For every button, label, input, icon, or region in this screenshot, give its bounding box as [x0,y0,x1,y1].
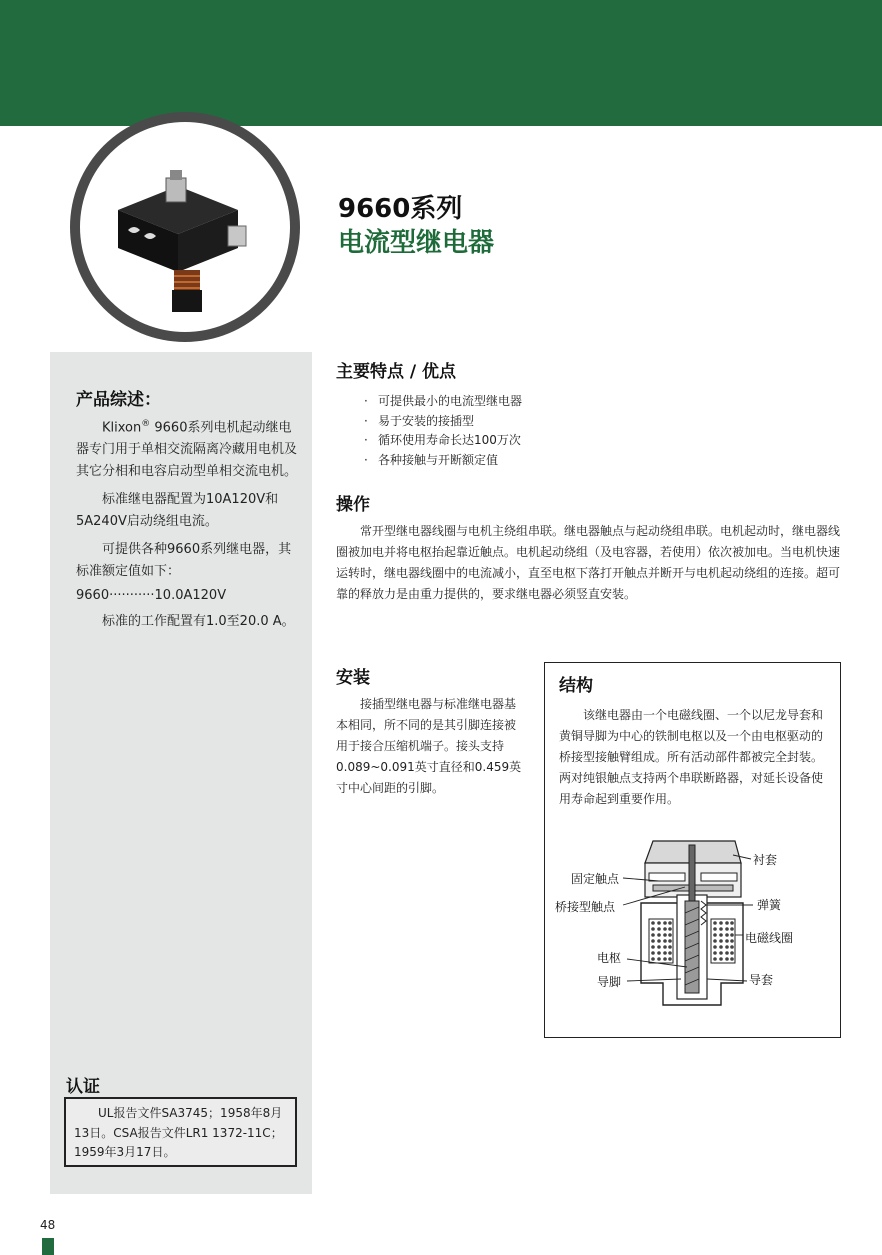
relay-product-image [80,122,290,332]
overview-paragraph-3: 可提供各种9660系列继电器，其标准额定值如下： [76,542,292,580]
list-item [362,392,522,412]
operation-heading: 操作 [336,495,370,515]
installation-heading: 安装 [336,668,370,688]
certification-heading: 认证 [66,1077,100,1097]
label-bushing: 衬套 [753,853,778,867]
label-bridge-contact: 桥接型触点 [555,900,616,914]
list-item [362,412,522,432]
overview-paragraph-2: 标准继电器配置为10A120V和5A240V启动绕组电流。 [76,492,279,530]
label-armature: 电枢 [597,951,622,965]
product-photo-frame [70,112,300,342]
label-coil: 电磁线圈 [745,931,794,945]
rating-line: 9660···········10.0A120V [76,588,227,604]
feature-text: 易于安装的接插型 [378,413,475,428]
structure-text: 该继电器由一个电磁线圈、一个以尼龙导套和黄铜导脚为中心的铁制电枢以及一个由电枢驱动的桥接型接触臂组成。所有活动部件都被完全封装。两对纯银触点支持两个串联断路器，对延长设备使用寿命起到重要作用。 [559,708,824,806]
page-tab-marker [42,1238,54,1255]
overview-paragraph-1 [76,413,298,483]
label-guide-pin: 导脚 [597,975,622,989]
structure-panel [544,662,841,1038]
bullet-marker: · [364,394,368,408]
list-item [362,451,522,471]
certification-text: UL报告文件SA3745；1958年8月13日。CSA报告文件LR1 1372-11C；1959年3月17日。 [74,1106,283,1159]
header-band [0,0,882,126]
feature-text: 各种接触与开断额定值 [378,452,499,467]
overview-paragraph-1-body: 9660系列电机起动继电器专门用于单相交流隔离冷藏用电机及其它分相和电容启动型单相交流电机。 [76,420,298,480]
installation-text: 接插型继电器与标准继电器基本相同，所不同的是其引脚连接被用于接合压缩机端子。接头支持0.089~0.091英寸直径和0.459英寸中心间距的引脚。 [336,697,522,795]
structure-heading: 结构 [559,676,593,696]
certification-box [64,1097,297,1167]
product-overview-text [76,413,298,633]
series-subtitle: 电流型继电器 [338,228,495,258]
registered-mark: ® [141,419,151,429]
bullet-marker: · [364,452,368,467]
features-heading: 主要特点 / 优点 [336,362,457,382]
operation-text: 常开型继电器线圈与电机主绕组串联。继电器触点与起动绕组串联。电机起动时，继电器线圈被加电并将电枢抬起靠近触点。电机起动绕组（及电容器，若使用）依次被加电。当电机快速运转时，继电器线圈中的电流减小，直至电枢下落打开触点并断开与电机起动绕组的连接。超可靠的释放力是由重力提供的，要求继电器必须竖直安装。 [336,524,841,601]
product-overview-heading: 产品综述： [76,390,161,410]
series-title: 9660系列 [338,194,463,224]
list-item [362,431,522,451]
bullet-marker: · [364,433,368,447]
label-guide-sleeve: 导套 [749,973,774,987]
label-spring: 弹簧 [757,898,782,912]
overview-paragraph-4: 标准的工作配置有1.0至20.0 A。 [102,614,295,630]
feature-text: 循环使用寿命长达100万次 [378,433,521,447]
relay-cross-section-diagram [545,663,842,1039]
label-fixed-contact: 固定触点 [571,872,620,886]
brand-name: Klixon [102,420,142,436]
feature-text: 可提供最小的电流型继电器 [378,394,523,408]
page-number: 48 [40,1218,56,1232]
features-list [362,392,522,470]
bullet-marker: · [364,413,368,428]
